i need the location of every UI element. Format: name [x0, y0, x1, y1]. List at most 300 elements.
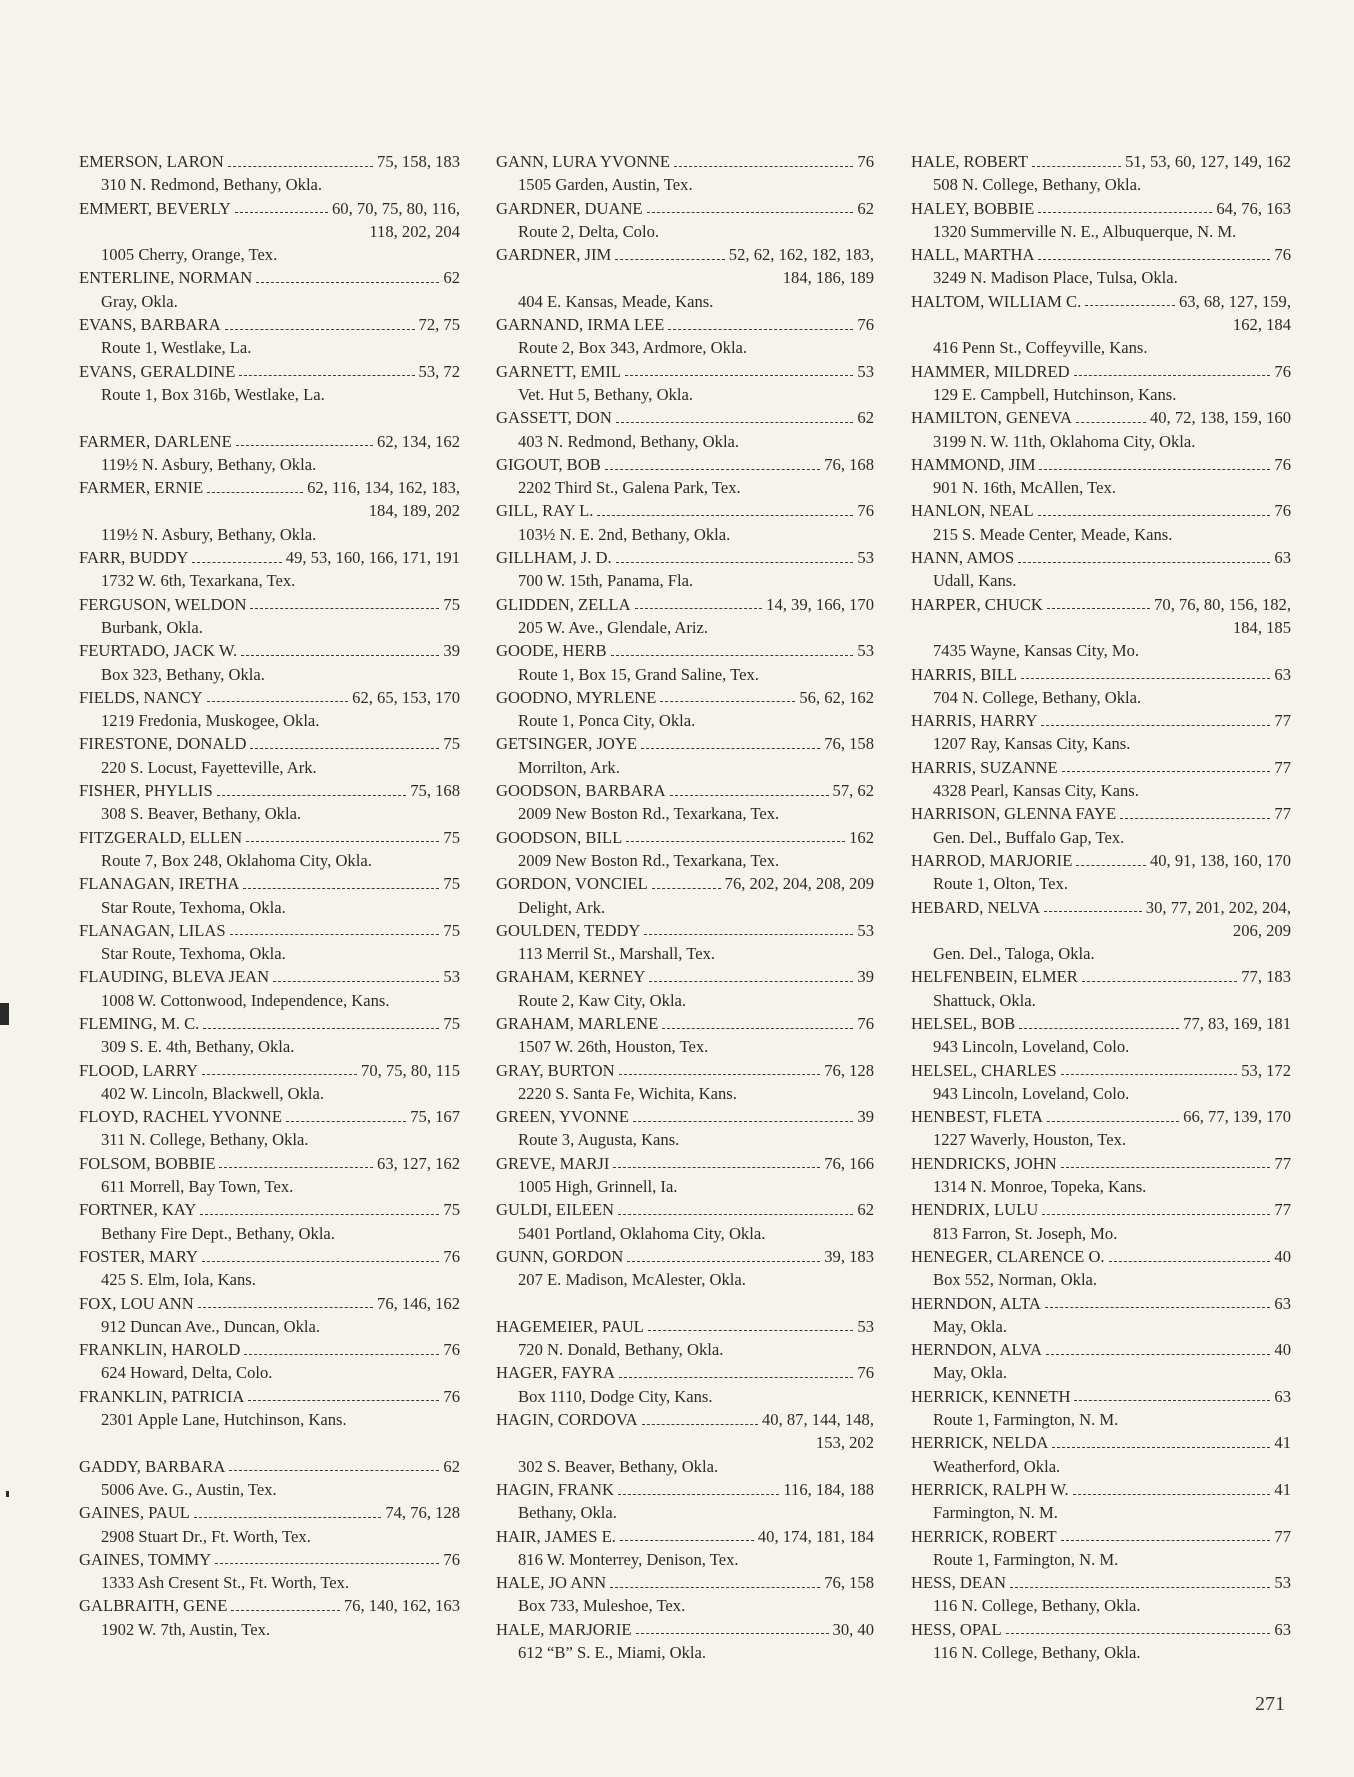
entry-pages: 62	[857, 1200, 874, 1220]
entry-pages: 53, 72	[418, 361, 460, 381]
entry-name: FIELDS, NANCY	[79, 687, 203, 707]
index-entry	[79, 1059, 460, 1106]
leader-dashes	[644, 933, 853, 935]
entry-pages: 77	[1274, 1153, 1291, 1173]
entry-name: GARNETT, EMIL	[496, 361, 622, 381]
leader-dashes	[625, 374, 853, 376]
entry-name: GALBRAITH, GENE	[79, 1596, 228, 1616]
entry-name: HALEY, BOBBIE	[911, 198, 1035, 218]
entry-pages: 76, 128	[824, 1060, 874, 1080]
index-entry	[79, 593, 460, 640]
entry-name: GREEN, YVONNE	[496, 1107, 630, 1127]
entry-name: HALE, JO ANN	[496, 1573, 607, 1593]
entry-name: HARPER, CHUCK	[911, 594, 1043, 614]
entry-name-row	[79, 965, 460, 988]
entry-pages: 39, 183	[824, 1246, 874, 1266]
entry-address: 119½ N. Asbury, Bethany, Okla.	[101, 454, 317, 474]
entry-name-row	[496, 779, 874, 802]
entry-pages: 30, 77, 201, 202, 204,	[1145, 897, 1291, 917]
index-entry	[496, 732, 874, 779]
index-entry	[79, 1501, 460, 1548]
entry-name: FLANAGAN, IRETHA	[79, 874, 240, 894]
leader-dashes	[203, 1027, 439, 1029]
entry-name-row	[79, 1455, 460, 1478]
leader-dashes	[207, 491, 303, 493]
entry-name-row	[496, 1152, 874, 1175]
index-entry	[79, 1198, 460, 1245]
entry-name-row	[79, 1594, 460, 1617]
entry-name: GADDY, BARBARA	[79, 1456, 226, 1476]
scan-edge-mark	[6, 1491, 9, 1497]
index-entry	[496, 1245, 874, 1292]
entry-address: Route 1, Box 316b, Westlake, La.	[101, 384, 325, 404]
entry-pages: 41	[1274, 1433, 1291, 1453]
entry-name: HAMILTON, GENEVA	[911, 408, 1073, 428]
index-entry	[496, 919, 874, 966]
entry-name: HENEGER, CLARENCE O.	[911, 1246, 1105, 1266]
entry-address: 309 S. E. 4th, Bethany, Okla.	[101, 1037, 295, 1057]
entry-name-row	[911, 965, 1291, 988]
index-entry	[911, 1431, 1291, 1478]
entry-address: Box 733, Muleshoe, Tex.	[518, 1596, 686, 1616]
index-entry	[496, 1105, 874, 1152]
entry-pages: 56, 62, 162	[799, 687, 874, 707]
entry-address: 1008 W. Cottonwood, Independence, Kans.	[101, 990, 390, 1010]
entry-address: Vet. Hut 5, Bethany, Okla.	[518, 384, 693, 404]
index-entry	[79, 546, 460, 593]
entry-pages: 39	[857, 967, 874, 987]
entry-name-row	[911, 197, 1291, 220]
entry-pages: 30, 40	[832, 1619, 874, 1639]
index-entry	[911, 1385, 1291, 1432]
entry-address: 116 N. College, Bethany, Okla.	[933, 1596, 1141, 1616]
entry-name-row	[79, 872, 460, 895]
entry-pages: 53	[1274, 1573, 1291, 1593]
entry-name-row	[911, 1338, 1291, 1361]
entry-name-row	[496, 1361, 874, 1384]
index-entry	[911, 1059, 1291, 1106]
entry-pages: 76	[443, 1340, 460, 1360]
index-entry	[79, 150, 460, 197]
index-entry	[496, 1525, 874, 1572]
entry-name: HANN, AMOS	[911, 548, 1015, 568]
entry-pages: 40, 174, 181, 184	[757, 1526, 874, 1546]
leader-dashes	[636, 1632, 829, 1634]
leader-dashes	[239, 374, 414, 376]
entry-name-row	[496, 826, 874, 849]
index-entry	[79, 476, 460, 546]
leader-dashes	[1044, 910, 1142, 912]
entry-pages: 77	[1274, 711, 1291, 731]
leader-dashes	[597, 514, 853, 516]
entry-pages: 77, 183	[1241, 967, 1291, 987]
index-entry	[911, 1245, 1291, 1292]
index-entry	[911, 1152, 1291, 1199]
entry-address: 103½ N. E. 2nd, Bethany, Okla.	[518, 524, 731, 544]
entry-pages: 75	[443, 594, 460, 614]
entry-name: GORDON, VONCIEL	[496, 874, 648, 894]
entry-name: FRANKLIN, PATRICIA	[79, 1386, 245, 1406]
entry-address: 2009 New Boston Rd., Texarkana, Tex.	[518, 804, 780, 824]
entry-name: HESS, DEAN	[911, 1573, 1006, 1593]
entry-address: 308 S. Beaver, Bethany, Okla.	[101, 804, 302, 824]
index-entry	[911, 1525, 1291, 1572]
entry-pages: 64, 76, 163	[1216, 198, 1291, 218]
entry-name-row	[911, 1431, 1291, 1454]
leader-dashes	[1074, 374, 1271, 376]
entry-name: EMERSON, LARON	[79, 152, 224, 171]
index-entry	[911, 1478, 1291, 1525]
index-entry	[496, 779, 874, 826]
entry-address: 1333 Ash Cresent St., Ft. Worth, Tex.	[101, 1573, 350, 1593]
entry-name-row	[911, 150, 1291, 173]
entry-address: Udall, Kans.	[933, 571, 1017, 591]
entry-pages: 60, 70, 75, 80, 116,	[332, 198, 460, 218]
entry-pages: 76, 202, 204, 208, 209	[724, 874, 874, 894]
entry-address: 912 Duncan Ave., Duncan, Okla.	[101, 1316, 321, 1336]
entry-pages: 76	[857, 501, 874, 521]
entry-address: 1902 W. 7th, Austin, Tex.	[101, 1619, 271, 1639]
entry-pages: 76, 146, 162	[377, 1293, 460, 1313]
entry-pages: 53, 172	[1241, 1060, 1291, 1080]
leader-dashes	[1061, 1539, 1271, 1541]
entry-name-row	[496, 453, 874, 476]
entry-address: Route 7, Box 248, Oklahoma City, Okla.	[101, 850, 372, 870]
index-entry	[496, 243, 874, 313]
entry-address: 4328 Pearl, Kansas City, Kans.	[933, 781, 1139, 801]
entry-address: 3249 N. Madison Place, Tulsa, Okla.	[933, 268, 1178, 288]
entry-pages: 77	[1274, 757, 1291, 777]
entry-name-row	[79, 197, 460, 220]
index-entry	[911, 896, 1291, 966]
leader-dashes	[613, 1166, 820, 1168]
entry-pages: 75	[443, 734, 460, 754]
entry-name: FITZGERALD, ELLEN	[79, 827, 243, 847]
leader-dashes	[641, 747, 820, 749]
entry-name: FEURTADO, JACK W.	[79, 641, 238, 661]
index-entry	[911, 406, 1291, 453]
entry-name: HAGEMEIER, PAUL	[496, 1316, 644, 1336]
index-entry	[79, 872, 460, 919]
entry-name: FOX, LOU ANN	[79, 1293, 194, 1313]
entry-pages: 63, 68, 127, 159,	[1178, 291, 1291, 311]
leader-dashes	[1052, 1446, 1270, 1448]
entry-pages: 62	[443, 1456, 460, 1476]
index-entry	[911, 709, 1291, 756]
index-entry	[79, 965, 460, 1012]
entry-name-row	[496, 1478, 874, 1501]
index-entry	[79, 732, 460, 779]
entry-name: FARR, BUDDY	[79, 548, 189, 568]
scan-edge-mark	[0, 1003, 9, 1025]
entry-pages: 40, 72, 138, 159, 160	[1149, 408, 1291, 428]
leader-dashes	[647, 211, 854, 213]
entry-address: 901 N. 16th, McAllen, Tex.	[933, 478, 1116, 498]
entry-address: Gen. Del., Taloga, Okla.	[933, 944, 1095, 964]
index-entry	[79, 919, 460, 966]
leader-dashes	[207, 700, 349, 702]
entry-address: Box 323, Bethany, Okla.	[101, 664, 265, 684]
entry-pages: 49, 53, 160, 166, 171, 191	[285, 548, 460, 568]
entry-address: Route 1, Olton, Tex.	[933, 874, 1068, 894]
leader-dashes	[1073, 1493, 1271, 1495]
entry-address: Star Route, Texhoma, Okla.	[101, 944, 286, 964]
leader-dashes	[243, 887, 439, 889]
leader-dashes	[615, 258, 725, 260]
entry-name: HAGER, FAYRA	[496, 1363, 615, 1383]
entry-pages: 63	[1274, 548, 1291, 568]
entry-address: 403 N. Redmond, Bethany, Okla.	[518, 431, 740, 451]
entry-name: HARROD, MARJORIE	[911, 850, 1073, 870]
entry-pages-continued: 118, 202, 204	[369, 221, 460, 241]
leader-dashes	[1076, 421, 1146, 423]
entry-address: Farmington, N. M.	[933, 1503, 1058, 1523]
entry-name-row	[911, 1245, 1291, 1268]
index-column-3	[911, 150, 1291, 1664]
leader-dashes	[670, 794, 829, 796]
entry-address: 113 Merril St., Marshall, Tex.	[518, 944, 716, 964]
entry-address: 416 Penn St., Coffeyville, Kans.	[933, 338, 1148, 358]
entry-pages: 76	[1274, 361, 1291, 381]
entry-name: GLIDDEN, ZELLA	[496, 594, 631, 614]
index-entry	[496, 1012, 874, 1059]
entry-name-row	[496, 639, 874, 662]
entry-name: HELFENBEIN, ELMER	[911, 967, 1078, 987]
entry-name: HERRICK, KENNETH	[911, 1386, 1071, 1406]
index-entry	[496, 1315, 874, 1362]
entry-address: 720 N. Donald, Bethany, Okla.	[518, 1340, 724, 1360]
entry-name: HELSEL, BOB	[911, 1013, 1016, 1033]
leader-dashes	[256, 281, 439, 283]
entry-name: GIGOUT, BOB	[496, 454, 601, 474]
entry-name: HARRIS, SUZANNE	[911, 757, 1058, 777]
leader-dashes	[1047, 1120, 1179, 1122]
entry-name: GUNN, GORDON	[496, 1246, 624, 1266]
entry-name: GOODSON, BARBARA	[496, 781, 666, 801]
entry-name: FLOYD, RACHEL YVONNE	[79, 1107, 282, 1127]
entry-address: Route 3, Augusta, Kans.	[518, 1130, 680, 1150]
entry-name-row	[911, 290, 1291, 313]
entry-name-row	[79, 546, 460, 569]
entry-address: Burbank, Okla.	[101, 617, 203, 637]
leader-dashes	[202, 1260, 439, 1262]
entry-name-row	[496, 1571, 874, 1594]
index-entry	[79, 1594, 460, 1641]
leader-dashes	[194, 1516, 381, 1518]
entry-pages: 63, 127, 162	[377, 1153, 460, 1173]
index-entry	[911, 663, 1291, 710]
entry-name: FRANKLIN, HAROLD	[79, 1340, 241, 1360]
entry-pages: 162	[849, 827, 874, 847]
leader-dashes	[1076, 864, 1146, 866]
entry-name: HALTOM, WILLIAM C.	[911, 291, 1082, 311]
entry-pages: 63	[1274, 664, 1291, 684]
entry-pages: 39	[857, 1107, 874, 1127]
entry-pages: 53	[857, 548, 874, 568]
entry-name-row	[911, 1525, 1291, 1548]
entry-pages: 53	[857, 641, 874, 661]
leader-dashes	[1046, 1353, 1270, 1355]
entry-address: Route 1, Ponca City, Okla.	[518, 711, 696, 731]
entry-pages: 75	[443, 827, 460, 847]
entry-name-row	[911, 243, 1291, 266]
entry-name: HALE, ROBERT	[911, 152, 1028, 171]
leader-dashes	[1085, 304, 1175, 306]
entry-name-row	[496, 150, 874, 173]
entry-name-row	[79, 826, 460, 849]
leader-dashes	[605, 468, 820, 470]
index-entry	[79, 1292, 460, 1339]
entry-pages: 76	[857, 152, 874, 171]
entry-name: GOODNO, MYRLENE	[496, 687, 657, 707]
index-entry	[911, 593, 1291, 663]
entry-pages: 63	[1274, 1386, 1291, 1406]
leader-dashes	[217, 794, 407, 796]
leader-dashes	[231, 1609, 339, 1611]
leader-dashes	[1045, 1306, 1271, 1308]
entry-name: GREVE, MARJI	[496, 1153, 610, 1173]
leader-dashes	[230, 933, 440, 935]
leader-dashes	[619, 1376, 853, 1378]
entry-pages: 75, 158, 183	[377, 152, 460, 171]
entry-pages: 62	[857, 408, 874, 428]
index-entry	[79, 826, 460, 873]
entry-name-row	[911, 406, 1291, 429]
entry-name: FERGUSON, WELDON	[79, 594, 247, 614]
entry-name: FLANAGAN, LILAS	[79, 920, 226, 940]
entry-pages: 75	[443, 1200, 460, 1220]
entry-pages: 76, 158	[824, 734, 874, 754]
entry-name: FORTNER, KAY	[79, 1200, 197, 1220]
index-entry	[496, 872, 874, 919]
entry-address: 220 S. Locust, Fayetteville, Ark.	[101, 757, 317, 777]
entry-name-row	[496, 197, 874, 220]
entry-pages: 76	[1274, 501, 1291, 521]
entry-name-row	[79, 1198, 460, 1221]
entry-pages: 77	[1274, 1526, 1291, 1546]
leader-dashes	[250, 747, 439, 749]
leader-dashes	[619, 1073, 821, 1075]
entry-name-row	[496, 1198, 874, 1221]
entry-address: 1207 Ray, Kansas City, Kans.	[933, 734, 1131, 754]
entry-name-row	[79, 1245, 460, 1268]
entry-name-row	[79, 1105, 460, 1128]
entry-pages: 14, 39, 166, 170	[766, 594, 874, 614]
entry-pages: 77, 83, 169, 181	[1183, 1013, 1291, 1033]
entry-name: GASSETT, DON	[496, 408, 612, 428]
entry-address: 404 E. Kansas, Meade, Kans.	[518, 291, 714, 311]
entry-name-row	[79, 1012, 460, 1035]
entry-pages: 77	[1274, 1200, 1291, 1220]
entry-name: EVANS, BARBARA	[79, 315, 221, 335]
entry-pages: 66, 77, 139, 170	[1183, 1107, 1291, 1127]
entry-name: GRAHAM, KERNEY	[496, 967, 646, 987]
entry-name: HAIR, JAMES E.	[496, 1526, 616, 1546]
index-entry	[79, 1338, 460, 1385]
entry-name-row	[911, 1152, 1291, 1175]
entry-pages: 39	[443, 641, 460, 661]
entry-name-row	[79, 639, 460, 662]
entry-name: HENBEST, FLETA	[911, 1107, 1044, 1127]
index-entry	[496, 1361, 874, 1408]
leader-dashes	[246, 840, 439, 842]
entry-name-row	[911, 1059, 1291, 1082]
entry-address: 2202 Third St., Galena Park, Tex.	[518, 478, 741, 498]
index-entry	[79, 313, 460, 360]
leader-dashes	[198, 1306, 373, 1308]
entry-name-row	[496, 313, 874, 336]
leader-dashes	[215, 1562, 439, 1564]
entry-name-row	[79, 430, 460, 453]
entry-name-row	[79, 150, 460, 173]
index-entry	[911, 290, 1291, 360]
entry-address: 704 N. College, Bethany, Okla.	[933, 687, 1142, 707]
entry-address: 624 Howard, Delta, Colo.	[101, 1363, 273, 1383]
entry-name-row	[79, 1059, 460, 1082]
entry-pages: 74, 76, 128	[385, 1503, 460, 1523]
leader-dashes	[250, 607, 439, 609]
entry-name-row	[496, 686, 874, 709]
entry-address: 508 N. College, Bethany, Okla.	[933, 175, 1142, 195]
entry-name-row	[911, 663, 1291, 686]
leader-dashes	[616, 561, 854, 563]
entry-name: GANN, LURA YVONNE	[496, 152, 671, 171]
entry-name-row	[496, 732, 874, 755]
entry-name-row	[79, 266, 460, 289]
leader-dashes	[248, 1399, 439, 1401]
leader-dashes	[1018, 561, 1270, 563]
leader-dashes	[618, 1493, 779, 1495]
entry-name: GRAY, BURTON	[496, 1060, 615, 1080]
entry-address: May, Okla.	[933, 1316, 1008, 1336]
entry-name: GETSINGER, JOYE	[496, 734, 638, 754]
index-entry	[496, 1478, 874, 1525]
leader-dashes	[618, 1213, 853, 1215]
entry-address: Shattuck, Okla.	[933, 990, 1036, 1010]
index-entry	[496, 686, 874, 733]
leader-dashes	[200, 1213, 439, 1215]
entry-name-row	[79, 732, 460, 755]
leader-dashes	[202, 1073, 357, 1075]
index-entry	[911, 1338, 1291, 1385]
entry-pages: 76, 166	[824, 1153, 874, 1173]
leader-dashes	[1021, 677, 1270, 679]
leader-dashes	[1039, 468, 1270, 470]
entry-pages: 53	[857, 1316, 874, 1336]
index-entry	[911, 1012, 1291, 1059]
entry-name: FISHER, PHYLLIS	[79, 781, 213, 801]
entry-address: 2220 S. Santa Fe, Wichita, Kans.	[518, 1083, 737, 1103]
entry-name-row	[79, 593, 460, 616]
entry-name: HAGIN, CORDOVA	[496, 1410, 638, 1430]
leader-dashes	[1041, 724, 1270, 726]
entry-address: Star Route, Texhoma, Okla.	[101, 897, 286, 917]
entry-name: GILL, RAY L.	[496, 501, 594, 521]
entry-pages: 53	[857, 361, 874, 381]
entry-pages-continued: 206, 209	[1232, 920, 1291, 940]
entry-name-row	[79, 476, 460, 499]
entry-name: HERRICK, RALPH W.	[911, 1479, 1069, 1499]
entry-address: 2301 Apple Lane, Hutchinson, Kans.	[101, 1410, 347, 1430]
entry-name: GILLHAM, J. D.	[496, 548, 612, 568]
entry-name: GOODE, HERB	[496, 641, 607, 661]
leader-dashes	[236, 444, 373, 446]
entry-pages: 76	[1274, 454, 1291, 474]
entry-address: 700 W. 15th, Panama, Fla.	[518, 571, 694, 591]
entry-name: HARRIS, BILL	[911, 664, 1018, 684]
leader-dashes	[635, 607, 763, 609]
leader-dashes	[642, 1423, 758, 1425]
